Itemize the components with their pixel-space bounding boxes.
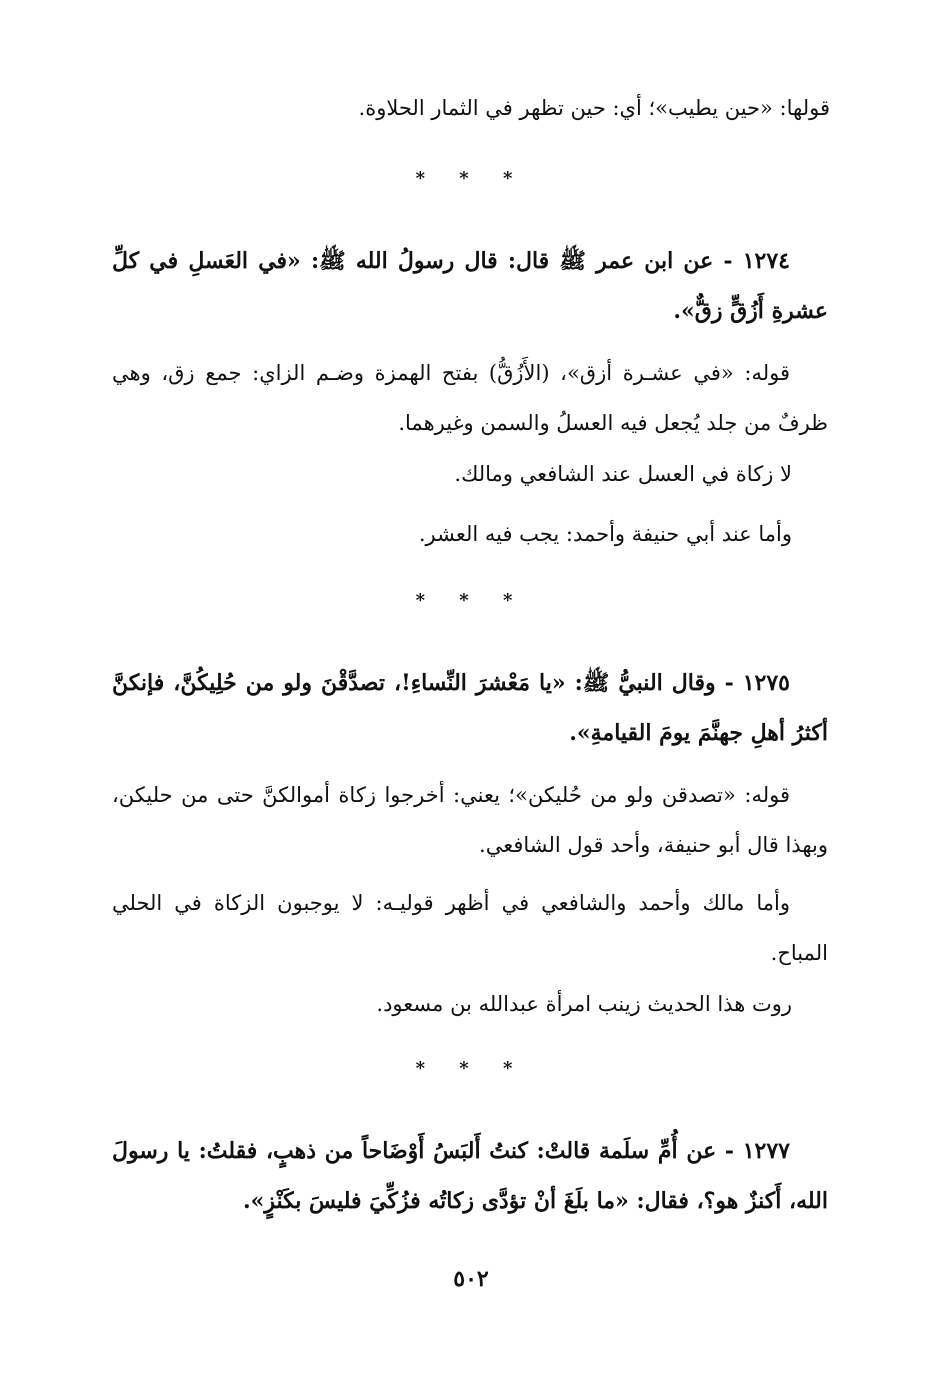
page-number: ٥٠٢ (453, 1266, 489, 1292)
commentary-1274-a: قوله: «في عشـرة أزق»، (الأَزُقُّ) بفتح الهمزة وضـم الزاي: جمع زق، وهي ظرفٌ من جلد يُجعل فيه العسلُ والسمن وغيرهما. (112, 361, 828, 435)
commentary-1275-b: وأما مالك وأحمد والشافعي في أظهر قوليـه: لا يوجبون الزكاة في الحلي المباح. (112, 891, 828, 965)
hadith-1277: ١٢٧٧ - عن أُمِّ سلَمة قالتْ: كنتُ أَلبَسُ أَوْضَاحاً من ذهبٍ، فقلتُ: يا رسولَ الله، أَكنزٌ هو؟، فقال: «ما بلَغَ أنْ تؤدَّى زكاتُه فزُكِّيَ فليسَ بكَنْزٍ». (112, 1138, 828, 1214)
commentary-1274-c: وأما عند أبي حنيفة وأحمد: يجب فيه العشر. (418, 522, 792, 546)
section-separator: * * * (415, 590, 527, 611)
commentary-1274-b: لا زكاة في العسل عند الشافعي ومالك. (454, 462, 792, 486)
hadith-1274: ١٢٧٤ - عن ابن عمر ﷺ قال: قال رسولُ الله ﷺ: «في العَسلِ في كلِّ عشرةِ أَزُقٍّ زقٌّ». (112, 248, 828, 324)
commentary-line: قولها: «حين يطيب»؛ أي: حين تظهر في الثمار الحلاوة. (358, 96, 830, 120)
hadith-1275: ١٢٧٥ - وقال النبيُّ ﷺ: «يا مَعْشرَ النِّساءِ!، تصدَّقْنَ ولو من حُلِيكُنَّ، فإنكنَّ أكثرُ أهلِ جهنَّمَ يومَ القيامةِ». (112, 670, 828, 746)
section-separator: * * * (415, 168, 527, 189)
commentary-1275-a: قوله: «تصدقن ولو من حُليكن»؛ يعني: أخرجوا زكاة أموالكنَّ حتى من حليكن، وبهذا قال أبو حنيفة، وأحد قول الشافعي. (112, 783, 828, 857)
section-separator: * * * (415, 1058, 527, 1079)
commentary-1275-c: روت هذا الحديث زينب امرأة عبدالله بن مسعود. (376, 992, 792, 1016)
